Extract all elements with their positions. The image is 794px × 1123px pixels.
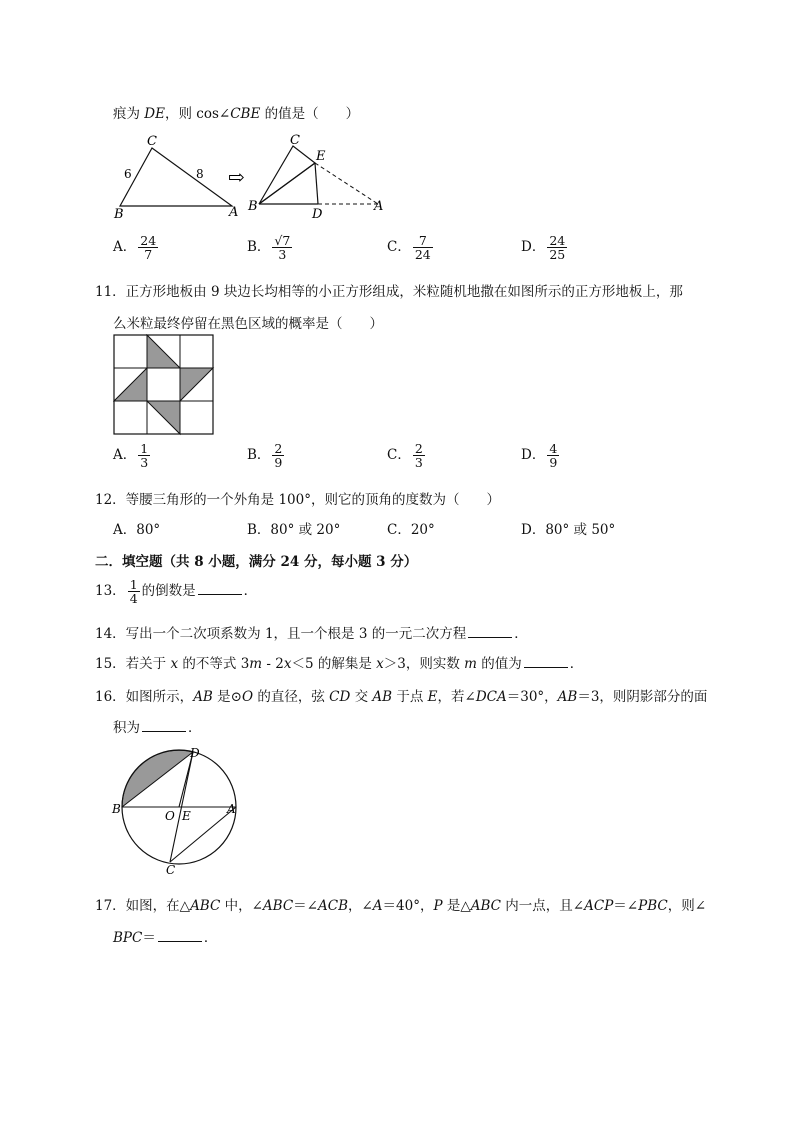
q13: 13． $\frac{1}{4}$ 的倒数是 ． <box>95 577 258 607</box>
q12-option-b: B．80° 或 20° <box>247 522 341 538</box>
q17-line1: 17．如图，在△ABC 中，∠ABC＝∠ACB，∠A＝40°，P 是△ABC 内一点，且∠ACP＝∠PBC，则∠ <box>95 898 707 914</box>
q11-option-c: C． $\frac{2}{3}$ <box>387 441 423 471</box>
q10-figure <box>110 132 390 222</box>
svg-text:B: B <box>248 199 258 214</box>
svg-text:D: D <box>190 746 200 760</box>
q12-stem: 12．等腰三角形的一个外角是 100°，则它的顶角的度数为（ ） <box>95 492 500 508</box>
svg-text:O: O <box>165 809 175 823</box>
q11-option-b: B． $\frac{2}{9}$ <box>247 441 283 471</box>
q15-answer-blank[interactable] <box>524 666 568 668</box>
q11-option-d: D． $\frac{4}{9}$ <box>521 441 558 471</box>
q10-label-a: A <box>229 205 239 220</box>
section-title: 二．填空题（共 8 小题，满分 24 分，每小题 3 分） <box>95 554 418 570</box>
q10-option-d: D． $\frac{24}{25}$ <box>521 233 566 263</box>
svg-text:D: D <box>312 207 323 222</box>
svg-text:C: C <box>290 133 300 148</box>
q12-option-d: D．80° 或 50° <box>521 522 616 538</box>
q12-option-a: A．80° <box>113 522 161 538</box>
q10-stem: 痕为 DE，则 cos∠CBE 的值是（ ） <box>113 106 360 122</box>
q17-line2: BPC＝ ． <box>113 930 218 946</box>
q10-option-c: C． $\frac{7}{24}$ <box>387 233 431 263</box>
q17-answer-blank[interactable] <box>158 940 202 942</box>
q11-stem-line2: 么米粒最终停留在黑色区域的概率是（ ） <box>113 316 383 332</box>
q10-option-b: B． $\frac{√7}{3}$ <box>247 233 291 263</box>
q14-answer-blank[interactable] <box>468 636 512 638</box>
q11-stem-line1: 11．正方形地板由 9 块边长均相等的小正方形组成，米粒随机地撒在如图所示的正方形地板上，那 <box>95 284 683 300</box>
q16-circle-figure <box>110 743 240 878</box>
svg-text:A: A <box>374 199 384 214</box>
q16-answer-blank[interactable] <box>142 730 186 732</box>
svg-text:E: E <box>316 149 326 164</box>
q16-line2: 积为 ． <box>113 720 202 736</box>
q15: 15．若关于 x 的不等式 3m - 2x＜5 的解集是 x＞3，则实数 m 的值为 ． <box>95 656 584 672</box>
q10-side-ca: 8 <box>196 167 204 181</box>
svg-text:C: C <box>166 863 176 877</box>
q10-triangle-left <box>120 148 232 206</box>
svg-text:E: E <box>182 809 191 823</box>
q16-line1: 16．如图所示，AB 是⊙O 的直径，弦 CD 交 AB 于点 E，若∠DCA＝30°，AB＝3，则阴影部分的面 <box>95 689 708 705</box>
q11-grid-figure <box>113 334 215 436</box>
q10-folded-triangle <box>259 146 315 204</box>
q11-option-a: A． $\frac{1}{3}$ <box>113 441 149 471</box>
q10-option-a: A． $\frac{24}{7}$ <box>113 233 157 263</box>
q10-label-c: C <box>147 134 157 149</box>
svg-text:B: B <box>112 802 121 816</box>
q12-option-c: C．20° <box>387 522 435 538</box>
q13-answer-blank[interactable] <box>198 593 242 595</box>
q10-side-cb: 6 <box>124 167 132 181</box>
q10-arrow-icon: ⇨ <box>228 165 245 189</box>
q14: 14．写出一个二次项系数为 1，且一个根是 3 的一元二次方程 ． <box>95 626 528 642</box>
q10-label-b: B <box>114 207 124 222</box>
svg-text:A: A <box>227 802 236 816</box>
